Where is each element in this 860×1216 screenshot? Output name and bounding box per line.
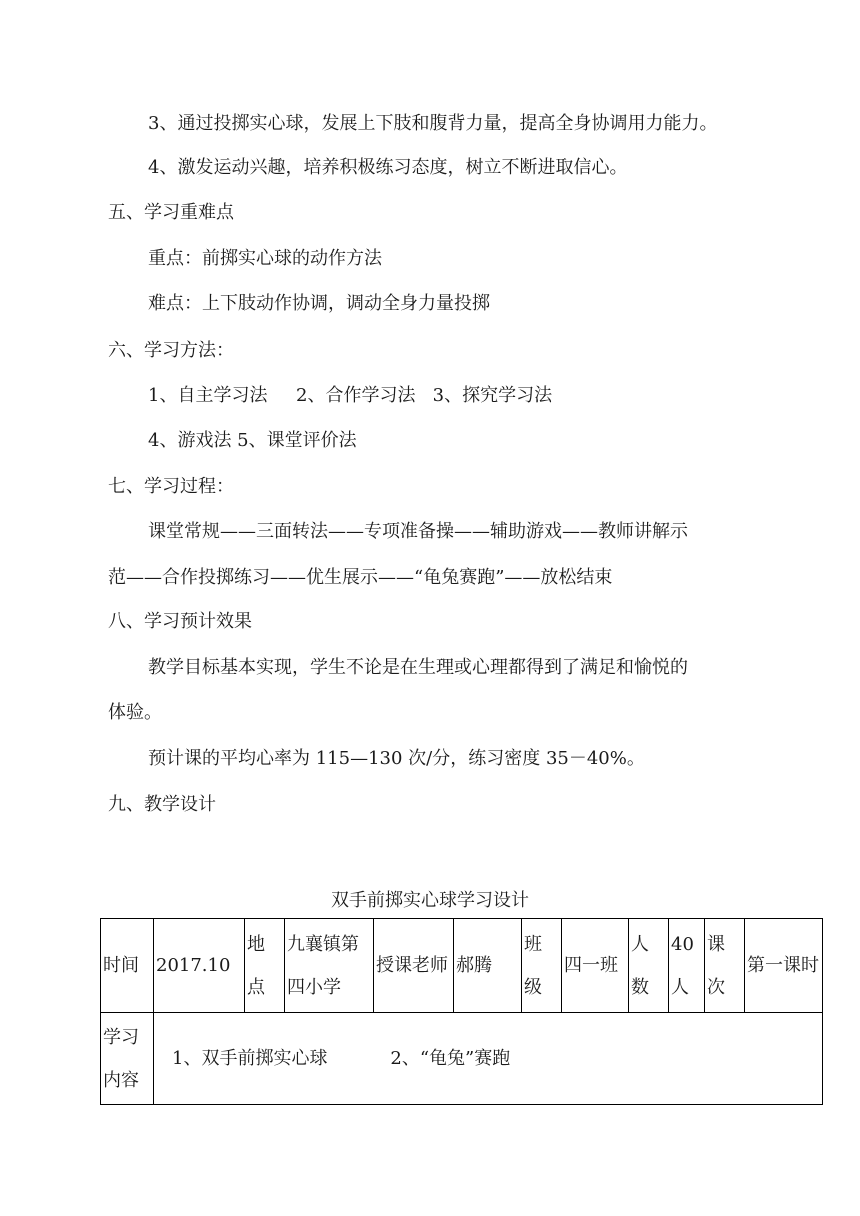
paragraph-effect-2: 体验。 [108, 702, 162, 723]
paragraph-process-2: 范——合作投掷练习——优生展示——“龟兔赛跑”——放松结束 [108, 567, 613, 588]
paragraph-process-1: 课堂常规——三面转法——专项准备操——辅助游戏——教师讲解示 [148, 521, 688, 542]
lesson-label: 课次 [705, 919, 745, 1013]
lesson-value: 第一课时 [745, 919, 823, 1013]
paragraph-goal-4: 4、激发运动兴趣，培养积极练习态度，树立不断进取信心。 [148, 157, 628, 178]
paragraph-methods-1: 1、自主学习法 2、合作学习法 3、探究学习法 [148, 385, 553, 406]
paragraph-effect-1: 教学目标基本实现，学生不论是在生理或心理都得到了满足和愉悦的 [148, 657, 688, 678]
time-label: 时间 [101, 919, 154, 1013]
table-caption: 双手前掷实心球学习设计 [331, 890, 529, 911]
paragraph-methods-2: 4、游戏法 5、课堂评价法 [148, 430, 357, 451]
class-value: 四一班 [562, 919, 629, 1013]
table-row [101, 1013, 823, 1105]
heading-section-9: 九、教学设计 [108, 794, 216, 815]
teacher-value: 郝腾 [454, 919, 522, 1013]
paragraph-goal-3: 3、通过投掷实心球，发展上下肢和腹背力量，提高全身协调用力能力。 [148, 113, 718, 134]
teacher-label: 授课老师 [374, 919, 454, 1013]
content-value: 1、双手前掷实心球 2、“龟兔”赛跑 [154, 1013, 823, 1105]
content-label: 学习内容 [101, 1013, 154, 1105]
paragraph-effect-3: 预计课的平均心率为 115—130 次/分，练习密度 35－40%。 [148, 748, 645, 769]
count-value: 40人 [669, 919, 705, 1013]
paragraph-key-point: 重点：前掷实心球的动作方法 [148, 248, 382, 269]
time-value: 2017.10 [154, 919, 245, 1013]
paragraph-difficulty: 难点：上下肢动作协调，调动全身力量投掷 [148, 293, 490, 314]
heading-section-7: 七、学习过程： [108, 476, 234, 497]
heading-section-6: 六、学习方法： [108, 340, 234, 361]
lesson-design-table [100, 918, 823, 1105]
heading-section-8: 八、学习预计效果 [108, 611, 252, 632]
count-label: 人数 [629, 919, 669, 1013]
place-label: 地点 [245, 919, 285, 1013]
class-label: 班级 [522, 919, 562, 1013]
table-row [101, 919, 823, 1013]
place-value: 九襄镇第四小学 [285, 919, 374, 1013]
heading-section-5: 五、学习重难点 [108, 202, 234, 223]
